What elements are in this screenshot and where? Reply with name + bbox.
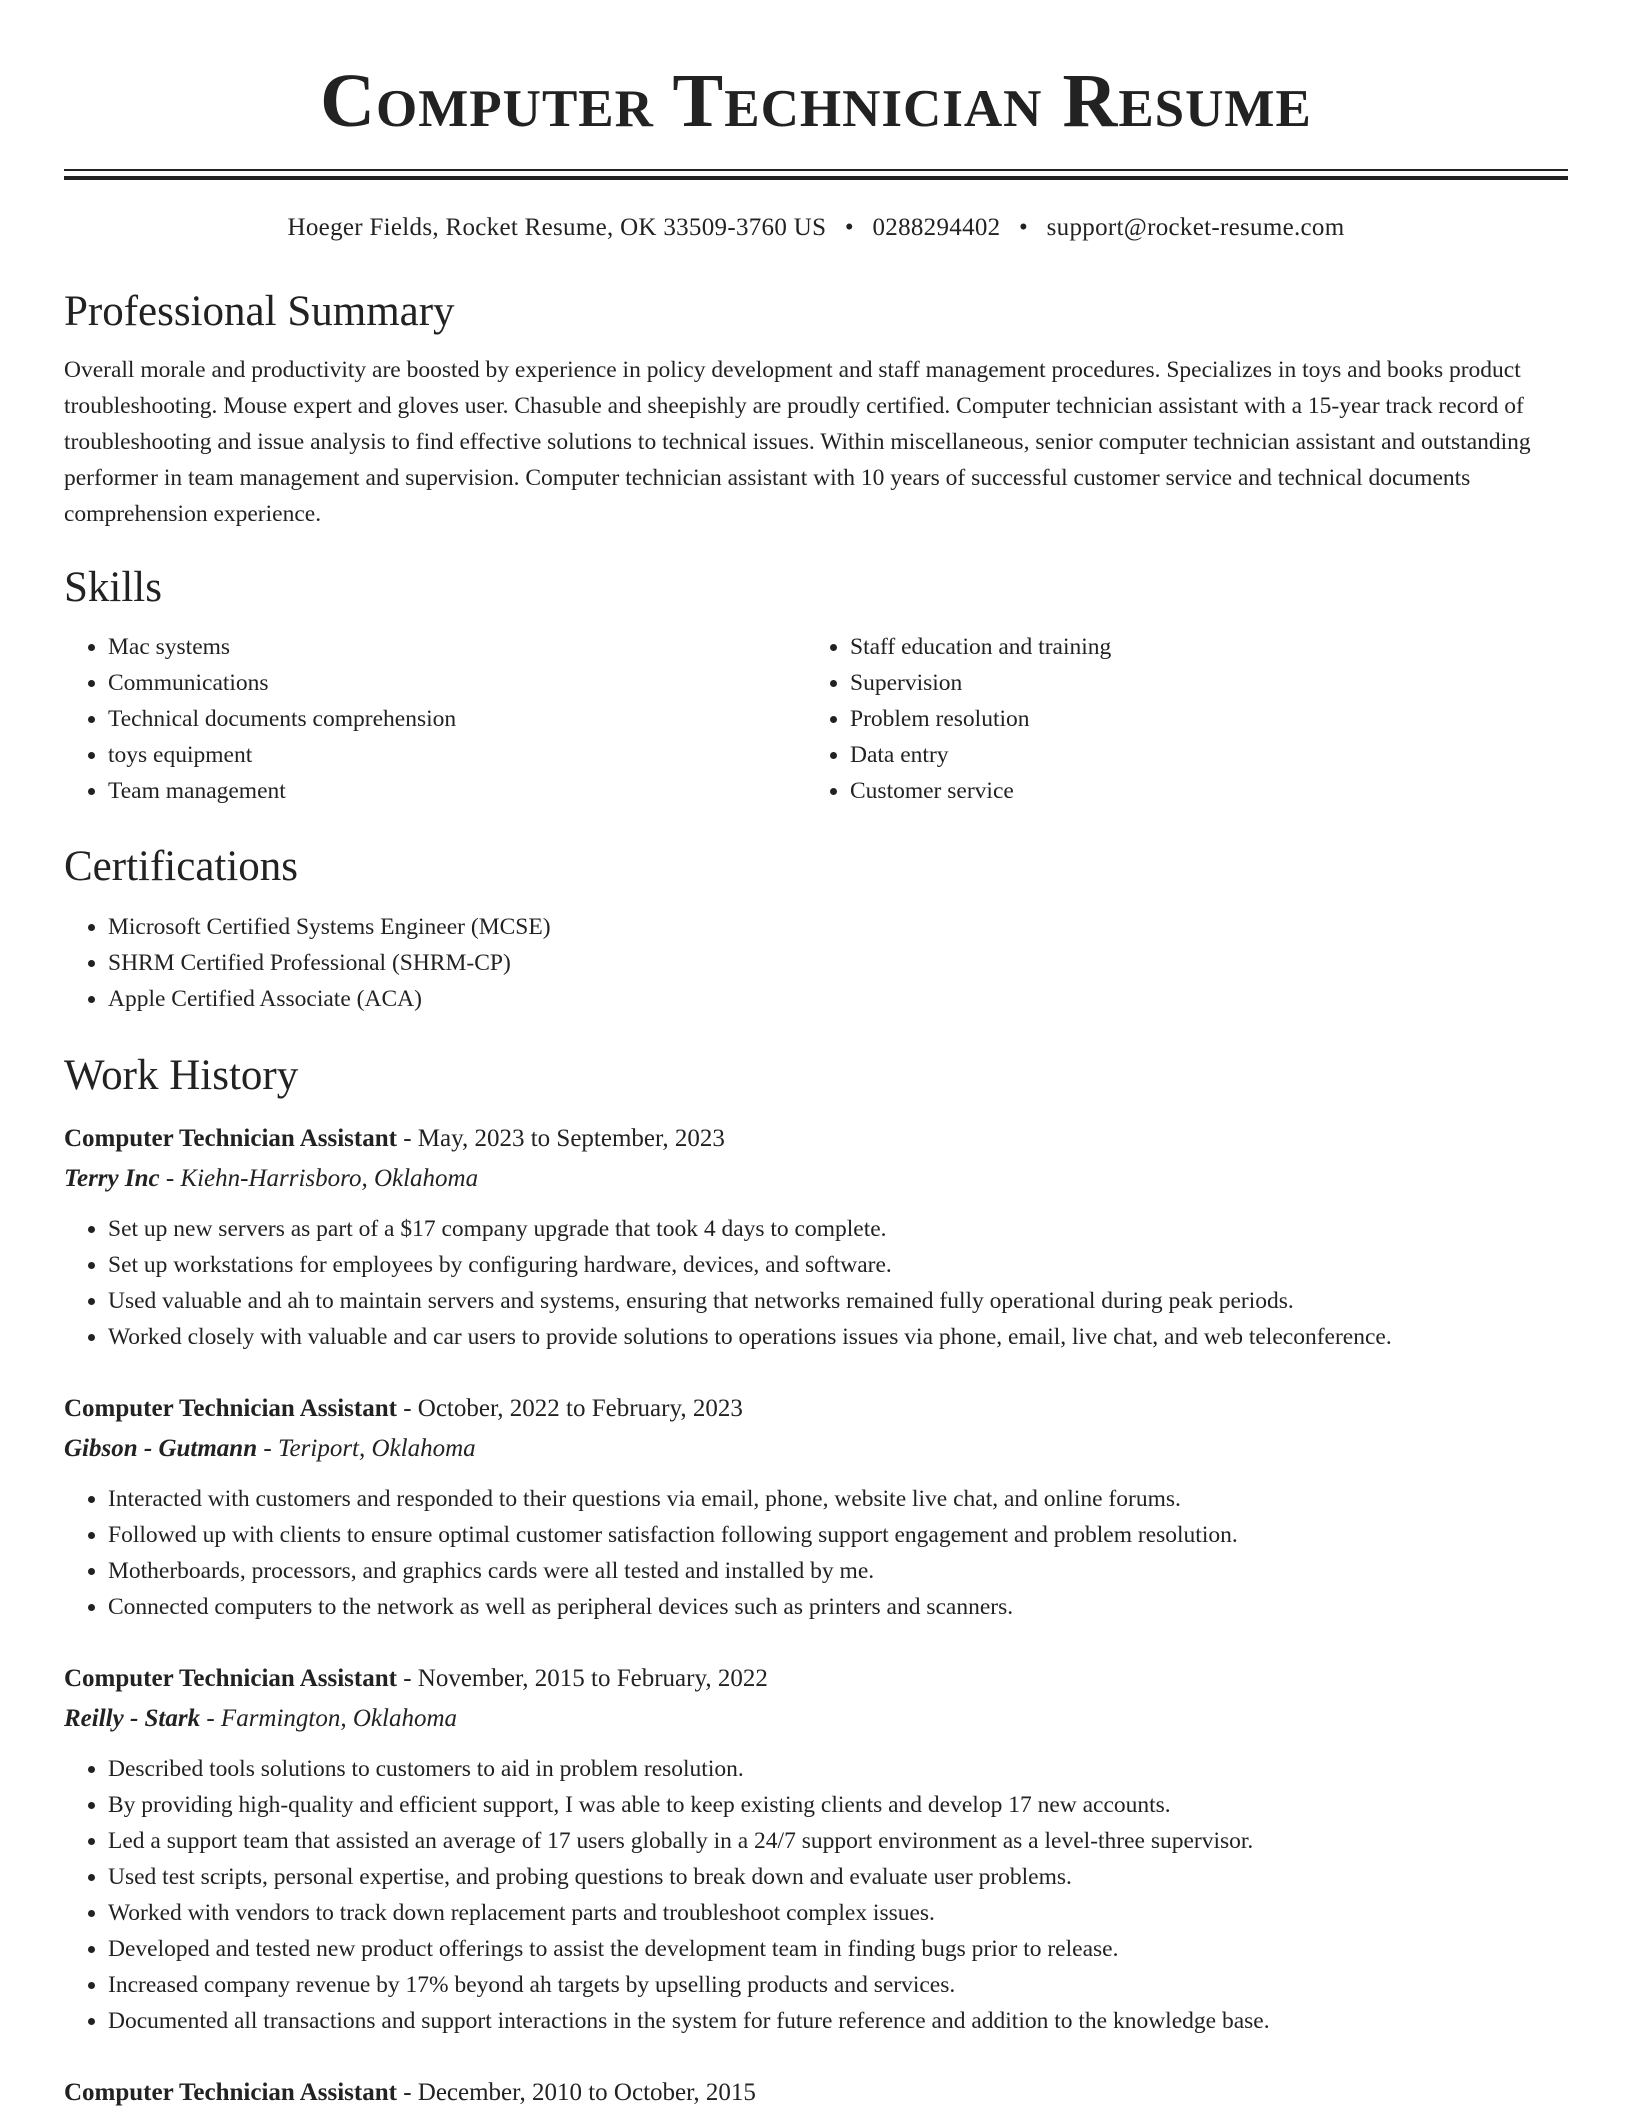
skill-item: • Staff education and training bbox=[850, 629, 1548, 665]
skill-item: • Supervision bbox=[850, 665, 1548, 701]
skills-right-list bbox=[806, 629, 1548, 809]
contact-email: support@rocket-resume.com bbox=[1046, 214, 1345, 241]
job-entry bbox=[64, 1389, 1568, 1625]
company-location: - Farmington, Oklahoma bbox=[200, 1705, 458, 1733]
skills-heading: Skills bbox=[64, 563, 162, 611]
job-dates: - December, 2010 to October, 2015 bbox=[396, 2079, 756, 2107]
job-bullets bbox=[64, 1481, 1568, 1625]
work-history-heading: Work History bbox=[64, 1051, 299, 1099]
job-bullet: • Motherboards, processors, and graphics cards were all tested and installed by me. bbox=[108, 1553, 1568, 1589]
job-title: Computer Technician Assistant bbox=[64, 1395, 397, 1423]
job-dates: - October, 2022 to February, 2023 bbox=[396, 1395, 743, 1423]
job-bullet: • Worked closely with valuable and car users to provide solutions to operations issues via phone, email, live chat, and web teleconference. bbox=[108, 1319, 1568, 1355]
skills-left-list bbox=[64, 629, 806, 809]
job-bullet: • Increased company revenue by 17% beyond ah targets by upselling products and services. bbox=[108, 1967, 1568, 2003]
job-title: Computer Technician Assistant bbox=[64, 1125, 397, 1153]
job-bullet: • By providing high-quality and efficient support, I was able to keep existing clients and develop 17 new accounts. bbox=[108, 1787, 1568, 1823]
job-bullet: • Worked with vendors to track down replacement parts and troubleshoot complex issues. bbox=[108, 1895, 1568, 1931]
job-entry bbox=[64, 1119, 1568, 1355]
job-bullet: • Followed up with clients to ensure optimal customer satisfaction following support engagement and problem resolution. bbox=[108, 1517, 1568, 1553]
company-name: Gibson - Gutmann bbox=[64, 1435, 258, 1463]
job-entry bbox=[64, 2073, 1568, 2112]
company-name: Reilly - Stark bbox=[64, 1705, 201, 1733]
skill-item: • toys equipment bbox=[108, 737, 806, 773]
certifications-section bbox=[64, 841, 1568, 1017]
skill-item: • Mac systems bbox=[108, 629, 806, 665]
title-rule-thin bbox=[64, 169, 1568, 171]
skill-item: • Team management bbox=[108, 773, 806, 809]
skill-item: • Data entry bbox=[850, 737, 1548, 773]
job-bullet: • Set up new servers as part of a $17 company upgrade that took 4 days to complete. bbox=[108, 1211, 1568, 1247]
certification-item: • Apple Certified Associate (ACA) bbox=[108, 981, 1568, 1017]
job-bullet: • Used test scripts, personal expertise, and probing questions to break down and evaluate user problems. bbox=[108, 1859, 1568, 1895]
title-rule-thick bbox=[64, 176, 1568, 180]
job-title-line bbox=[64, 1119, 1568, 1159]
skills-section bbox=[64, 562, 1568, 810]
job-dates: - May, 2023 to September, 2023 bbox=[396, 1125, 725, 1153]
summary-heading: Professional Summary bbox=[64, 288, 455, 335]
company-line bbox=[64, 1699, 1568, 1739]
certification-item: • Microsoft Certified Systems Engineer (MCSE) bbox=[108, 909, 1568, 945]
job-title: Computer Technician Assistant bbox=[64, 1665, 397, 1693]
skill-item: • Customer service bbox=[850, 773, 1548, 809]
job-bullet: • Set up workstations for employees by configuring hardware, devices, and software. bbox=[108, 1247, 1568, 1283]
job-bullet: • Described tools solutions to customers to aid in problem resolution. bbox=[108, 1751, 1568, 1787]
contact-line bbox=[64, 214, 1568, 242]
job-bullet: • Developed and tested new product offerings to assist the development team in finding bugs prior to release. bbox=[108, 1931, 1568, 1967]
work-history-section bbox=[64, 1050, 1568, 2112]
job-bullets bbox=[64, 1751, 1568, 2039]
contact-phone: 0288294402 bbox=[872, 214, 1001, 241]
resume-title: Computer Technician Resume bbox=[320, 59, 1312, 143]
contact-address: Hoeger Fields, Rocket Resume, OK 33509-3760 US bbox=[287, 214, 827, 241]
skill-item: • Problem resolution bbox=[850, 701, 1548, 737]
job-title-line bbox=[64, 1659, 1568, 1699]
summary-text: Overall morale and productivity are boosted by experience in policy development and staff management procedures. Specializes in toys and books product troubleshooting. Mouse expert and gloves user. Chasuble and sheepishly are proudly certified. Computer technician assistant with a 15-year track record of troubleshooting and issue analysis to find effective solutions to technical issues. Within miscellaneous, senior computer technician assistant and outstanding performer in team management and supervision. Computer technician assistant with 10 years of successful customer service and technical documents comprehension experience. bbox=[64, 356, 1531, 527]
company-line bbox=[64, 1429, 1568, 1469]
certifications-list bbox=[64, 909, 1568, 1017]
job-title-line bbox=[64, 1389, 1568, 1429]
job-title: Computer Technician Assistant bbox=[64, 2079, 397, 2107]
company-location: - Kiehn-Harrisboro, Oklahoma bbox=[159, 1165, 479, 1193]
job-bullets bbox=[64, 1211, 1568, 1355]
company-location: - Teriport, Oklahoma bbox=[257, 1435, 476, 1463]
job-title-line bbox=[64, 2073, 1568, 2112]
certifications-heading: Certifications bbox=[64, 843, 299, 891]
job-entry bbox=[64, 1659, 1568, 2039]
summary-section bbox=[64, 286, 1568, 532]
job-dates: - November, 2015 to February, 2022 bbox=[396, 1665, 768, 1693]
job-bullet: • Led a support team that assisted an average of 17 users globally in a 24/7 support environment as a level-three supervisor. bbox=[108, 1823, 1568, 1859]
job-bullet: • Interacted with customers and responded to their questions via email, phone, website live chat, and online forums. bbox=[108, 1481, 1568, 1517]
contact-separator: • bbox=[1019, 214, 1029, 241]
skill-item: • Communications bbox=[108, 665, 806, 701]
job-bullet: • Connected computers to the network as well as peripheral devices such as printers and scanners. bbox=[108, 1589, 1568, 1625]
company-name: Terry Inc bbox=[64, 1165, 160, 1193]
skill-item: • Technical documents comprehension bbox=[108, 701, 806, 737]
skills-columns bbox=[64, 629, 1568, 809]
job-bullet: • Documented all transactions and support interactions in the system for future reference and addition to the knowledge base. bbox=[108, 2003, 1568, 2039]
contact-separator: • bbox=[844, 214, 854, 241]
certification-item: • SHRM Certified Professional (SHRM-CP) bbox=[108, 945, 1568, 981]
company-line bbox=[64, 1159, 1568, 1199]
job-bullet: • Used valuable and ah to maintain servers and systems, ensuring that networks remained fully operational during peak periods. bbox=[108, 1283, 1568, 1319]
